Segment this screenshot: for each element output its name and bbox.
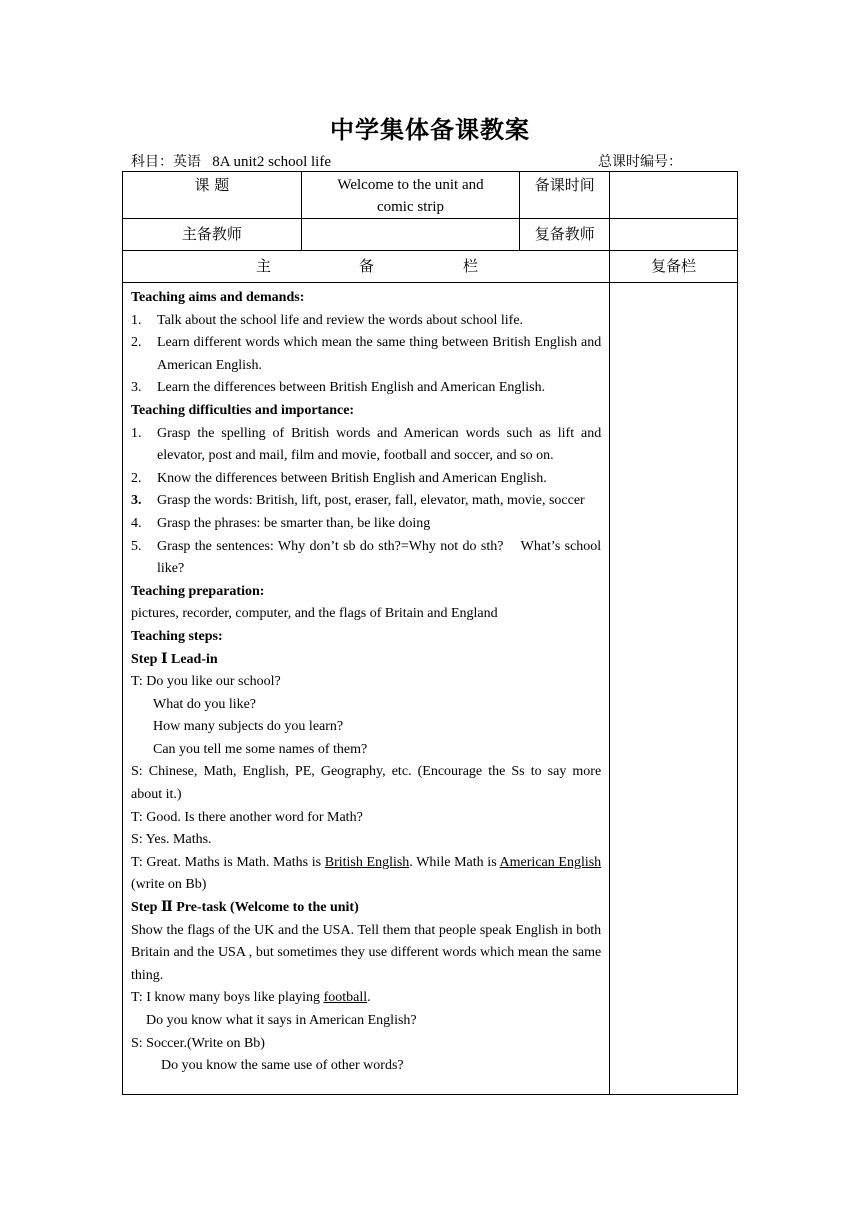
dialogue-line: Do you know the same use of other words? [161, 1058, 404, 1074]
subject-label: 科目：英语 [131, 154, 201, 170]
dialogue-line: S: Yes. Maths. [131, 832, 212, 848]
prep-time-label: 备课时间 [534, 176, 595, 194]
subject-line [131, 151, 331, 171]
topic-row [123, 172, 738, 219]
step2-text: Show the flags of the UK and the USA. Tell them that people speak English in both Britain and the USA , but sometimes they use different words which mean the same thing. [131, 922, 602, 983]
topic-label-cell [123, 172, 302, 219]
total-lesson-no-label: 总课时编号： [598, 154, 682, 170]
review-teacher-value-cell [610, 219, 738, 251]
preparation-heading: Teaching preparation: [131, 583, 265, 599]
list-item: 4. Grasp the phrases: be smarter than, be like doing [131, 515, 431, 531]
list-item: 1. Grasp the spelling of British words and American words such as lift and elevator, post and mail, film and movie, football and soccer, and so on. [131, 425, 602, 464]
list-item: 3. Grasp the words: British, lift, post, eraser, fall, elevator, math, movie, soccer [131, 493, 585, 509]
review-teacher-label-cell [520, 219, 610, 251]
aims-heading: Teaching aims and demands: [131, 290, 305, 305]
prep-time-value-cell [610, 172, 738, 219]
step2-heading: Step Ⅱ Pre-task (Welcome to the unit) [131, 900, 359, 916]
review-teacher-label: 复备教师 [534, 225, 595, 243]
review-column-header [610, 251, 738, 283]
topic-label: 课 题 [194, 176, 230, 194]
main-col-char2: 备 [359, 257, 375, 275]
underlined-term: American English [499, 854, 602, 870]
main-content-cell [123, 283, 610, 1095]
main-column-header [123, 251, 610, 283]
underlined-term: football [323, 990, 368, 1006]
list-item: 2. Know the differences between British English and American English. [131, 470, 547, 486]
list-item: 2. Learn different words which mean the same thing between British English and American English. [131, 335, 602, 373]
underlined-term: British English [324, 854, 410, 870]
main-col-char1: 主 [256, 257, 272, 275]
list-item: 1. Talk about the school life and review the words about school life. [131, 312, 524, 328]
review-content-cell [610, 283, 738, 1095]
dialogue-line: S: Soccer.(Write on Bb) [131, 1035, 265, 1051]
column-header-row [123, 251, 738, 283]
difficulties-heading: Teaching difficulties and importance: [131, 402, 355, 418]
dialogue-line: S: Chinese, Math, English, PE, Geography, etc. (Encourage the Ss to say more about it.) [131, 764, 602, 803]
main-teacher-label-cell [123, 219, 302, 251]
main-teacher-label: 主备教师 [181, 225, 242, 243]
list-item: 5. Grasp the sentences: Why don’t sb do sth?=Why not do sth? What’s school like? [131, 538, 605, 577]
topic-value-line1: Welcome to the unit and [337, 177, 484, 193]
dialogue-line: Can you tell me some names of them? [153, 741, 368, 757]
prep-time-label-cell [520, 172, 610, 219]
topic-value-line2: comic strip [376, 199, 445, 215]
dialogue-line: T: Good. Is there another word for Math? [131, 809, 363, 825]
content-row [123, 283, 738, 1095]
dialogue-line: T: Great. Maths is Math. Maths is British English. While Math is American English (write on Bb) [131, 854, 602, 893]
dialogue-line: What do you like? [153, 696, 257, 712]
dialogue-line: T: I know many boys like playing football. [131, 990, 371, 1006]
subject-topic: 8A unit2 school life [212, 154, 331, 170]
topic-value-cell [301, 172, 520, 219]
lesson-plan-table [122, 171, 738, 1095]
dialogue-line: T: Do you like our school? [131, 674, 281, 690]
dialogue-line: How many subjects do you learn? [153, 719, 344, 735]
step1-heading: Step Ⅰ Lead-in [131, 651, 218, 667]
list-item: 3. Learn the differences between British English and American English. [131, 380, 546, 396]
teacher-row [123, 219, 738, 251]
steps-heading: Teaching steps: [131, 628, 223, 644]
review-col-label: 复备栏 [651, 257, 697, 275]
main-col-char3: 栏 [463, 257, 479, 275]
preparation-text: pictures, recorder, computer, and the flags of Britain and England [131, 606, 498, 622]
page-title: 中学集体备课教案 [330, 116, 530, 144]
main-teacher-value-cell [301, 219, 520, 251]
dialogue-line: Do you know what it says in American English? [146, 1013, 417, 1028]
